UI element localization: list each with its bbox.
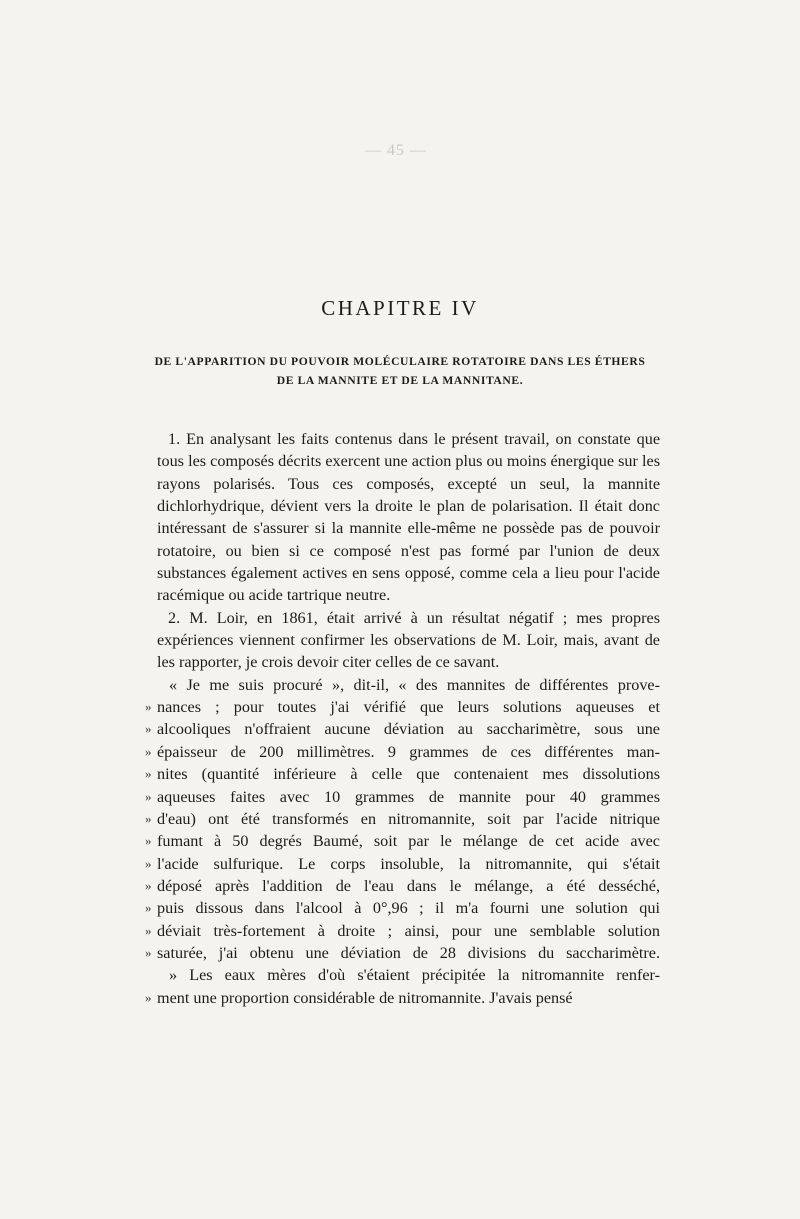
quotation-line (145, 942, 660, 964)
quote-mark: » (145, 922, 152, 938)
quote-mark: » (145, 900, 152, 916)
quotation-line-text: déviait très-fortement à droite ; ainsi, pour une semblable solution (157, 921, 660, 940)
body-text (145, 428, 660, 1009)
quotation-line-text: ment une proportion considérable de nitromannite. J'avais pensé (157, 988, 573, 1007)
quote-mark: » (145, 989, 152, 1005)
paragraph-2: 2. M. Loir, en 1861, était arrivé à un résultat négatif ; mes propres expériences viennent confirmer les observations de M. Loir, mais, avant de les rapporter, je crois devoir citer celles de ce savant. (157, 608, 660, 672)
quotation-line-text: déposé après l'addition de l'eau dans le mélange, a été desséché, (157, 876, 660, 895)
quote-mark: » (145, 721, 152, 737)
quotation-block (145, 674, 660, 1009)
quote-mark (145, 674, 157, 696)
chapter-title: CHAPITRE IV (321, 296, 479, 320)
quotation-line-text: » Les eaux mères d'où s'étaient précipitée la nitromannite renfer- (169, 966, 660, 985)
quote-mark: » (145, 810, 152, 826)
quote-mark: » (145, 699, 152, 715)
quotation-line-text: saturée, j'ai obtenu une déviation de 28 divisions du saccharimètre. (157, 943, 660, 962)
quote-mark: » (145, 766, 152, 782)
quotation-line (145, 920, 660, 942)
quotation-line (145, 897, 660, 919)
quotation-line-text: l'acide sulfurique. Le corps insoluble, la nitromannite, qui s'était (157, 854, 660, 873)
quote-mark: » (145, 944, 152, 960)
paragraph-1: 1. En analysant les faits contenus dans le présent travail, on constate que tous les composés décrits exercent une action plus ou moins énergique sur les rayons polarisés. Tous ces composés, excepté un seul, la mannite dichlorhydrique, dévient vers la droite le plan de polarisation. Il était donc intéressant de s'assurer si la mannite elle-même ne possède pas de pouvoir rotatoire, ou bien si ce composé n'est pas formé par l'union de deux substances également actives en sens opposé, comme cela a lieu pour l'acide racémique ou acide tartrique neutre. (157, 430, 660, 605)
quotation-line (145, 763, 660, 785)
quotation-line-text: nances ; pour toutes j'ai vérifié que leurs solutions aqueuses et (157, 698, 660, 717)
quotation-line (145, 830, 660, 852)
quotation-line (145, 853, 660, 875)
quotation-line-text: nites (quantité inférieure à celle que contenaient mes dissolutions (157, 765, 660, 784)
quotation-line (145, 964, 660, 986)
quotation-line (145, 987, 660, 1009)
quote-mark: » (145, 833, 152, 849)
quote-mark: » (145, 855, 152, 871)
quotation-line (145, 718, 660, 740)
quotation-line-text: alcooliques n'offraient aucune déviation au saccharimètre, sous une (157, 720, 660, 739)
quotation-line-text: aqueuses faites avec 10 grammes de mannite pour 40 grammes (157, 787, 660, 806)
quotation-line (145, 696, 660, 718)
quote-mark: » (145, 877, 152, 893)
quotation-line (145, 741, 660, 763)
quotation-line (145, 808, 660, 830)
quotation-line-text: puis dissous dans l'alcool à 0°,96 ; il m'a fourni une solution qui (157, 899, 660, 918)
quote-mark (145, 964, 157, 986)
chapter-subtitle: DE L'APPARITION DU POUVOIR MOLÉCULAIRE ROTATOIRE DANS LES ÉTHERS DE LA MANNITE ET DE LA MANNITANE. (154, 355, 646, 387)
quote-mark: » (145, 788, 152, 804)
quotation-line (145, 674, 660, 696)
bleed-through-page-number: — 45 — (365, 142, 427, 159)
quotation-line-text: fumant à 50 degrés Baumé, soit par le mélange de cet acide avec (157, 832, 660, 851)
quotation-line (145, 786, 660, 808)
quote-mark: » (145, 743, 152, 759)
quotation-line-text: d'eau) ont été transformés en nitromannite, soit par l'acide nitrique (157, 809, 660, 828)
quotation-line (145, 875, 660, 897)
quotation-line-text: « Je me suis procuré », dit-il, « des mannites de différentes prove- (169, 675, 660, 694)
quotation-line-text: épaisseur de 200 millimètres. 9 grammes de ces différentes man- (157, 742, 660, 761)
